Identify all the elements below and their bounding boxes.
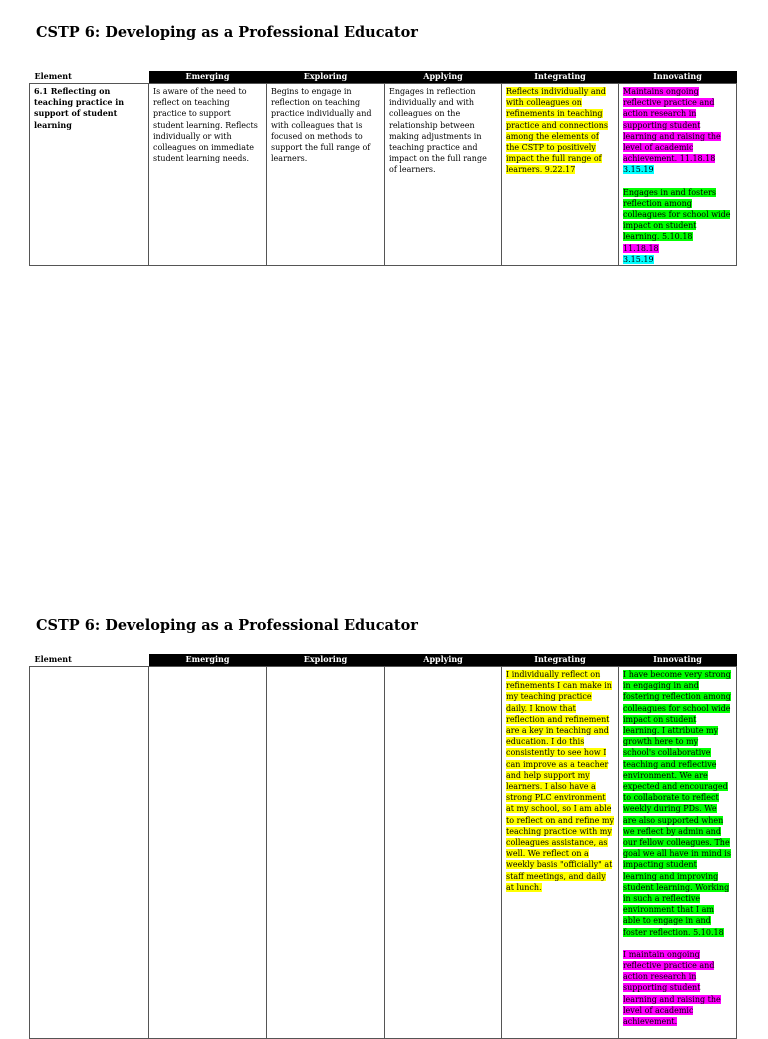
header-innovating: Innovating [619,654,737,667]
innovating-text: I maintain ongoing reflective practice and action research in supporting student learning and raising the level of academic achievement. [623,949,721,1027]
exploring-cell [267,667,385,1039]
innovating-paragraph [623,187,732,265]
page-title: CSTP 6: Developing as a Professional Educator [36,24,418,41]
header-innovating: Innovating [619,71,737,84]
integrating-text: Reflects individually and with colleagues on refinements in teaching practice and connections among the elements of the CSTP to positively impact the full range of learners. 9.22.17 [506,87,608,175]
header-integrating: Integrating [502,654,619,667]
innovating-date: 11.18.18 [623,243,659,253]
page-title: CSTP 6: Developing as a Professional Educator [36,617,418,634]
innovating-text: Engages in and fosters reflection among colleagues for school wide impact on student learning. 5.10.18 [623,187,731,242]
innovating-text: I have become very strong in engaging in and fostering reflection among colleagues for school wide impact on student learning. I attribute my growth here to my school's collaborative teaching and reflective environment. We are expected and encouraged to collaborate to reflect weekly during PDs. We are also supported when we reflect by admin and our fellow colleagues. The goal we all have in mind is impacting student learning and improving student learning. Working in such a reflective environment that I am able to engage in and foster reflection. 5.10.18 [623,670,731,937]
table-row [30,667,737,1039]
header-applying: Applying [385,71,502,84]
header-row [30,654,737,667]
element-cell [30,667,149,1039]
innovating-cell [619,667,737,1039]
header-element: Element [30,71,149,84]
header-row [30,71,737,84]
header-emerging: Emerging [149,654,267,667]
element-cell [30,84,149,266]
integrating-text: I individually reflect on refinements I can make in my teaching practice daily. I know that reflection and refinement are a key in teaching and education. I do this consistently to see how I can improve as a teacher and help support my learners. I also have a strong PLC environment at my school, so I am able to reflect on and refine my teaching practice with my colleagues assistance, as well. We reflect on a weekly basis "officially" at staff meetings, and daily at lunch. [506,670,614,892]
header-emerging: Emerging [149,71,267,84]
innovating-paragraph [623,949,732,1027]
innovating-text: Maintains ongoing reflective practice and action research in supporting student learning and raising the level of academic achievement. 11.18.18 [623,87,721,164]
applying-cell [385,667,502,1039]
exploring-cell [267,84,385,266]
applying-text: Engages in reflection individually and with colleagues on the relationship between making adjustments in teaching practice and impact on the full range of learners. [389,87,487,175]
header-integrating: Integrating [502,71,619,84]
innovating-cell [619,84,737,266]
header-applying: Applying [385,654,502,667]
innovating-date: 3.15.19 [623,254,654,264]
innovating-paragraph [623,86,732,176]
table-row [30,84,737,266]
exploring-text: Begins to engage in reflection on teaching practice individually and with colleagues that is focused on methods to support the full range of learners. [271,87,372,164]
header-exploring: Exploring [267,71,385,84]
integrating-cell [502,84,619,266]
rubric-table [29,71,737,266]
applying-cell [385,84,502,266]
innovating-date: 3.15.19 [623,165,654,175]
integrating-cell [502,667,619,1039]
element-text: 6.1 Reflecting on teaching practice in support of student learning [34,86,125,130]
emerging-cell [149,84,267,266]
header-exploring: Exploring [267,654,385,667]
emerging-text: Is aware of the need to reflect on teaching practice to support student learning. Reflects individually or with colleagues on immediate student learning needs. [153,87,258,164]
header-element: Element [30,654,149,667]
rubric-table [29,654,737,1039]
emerging-cell [149,667,267,1039]
innovating-paragraph [623,669,732,938]
